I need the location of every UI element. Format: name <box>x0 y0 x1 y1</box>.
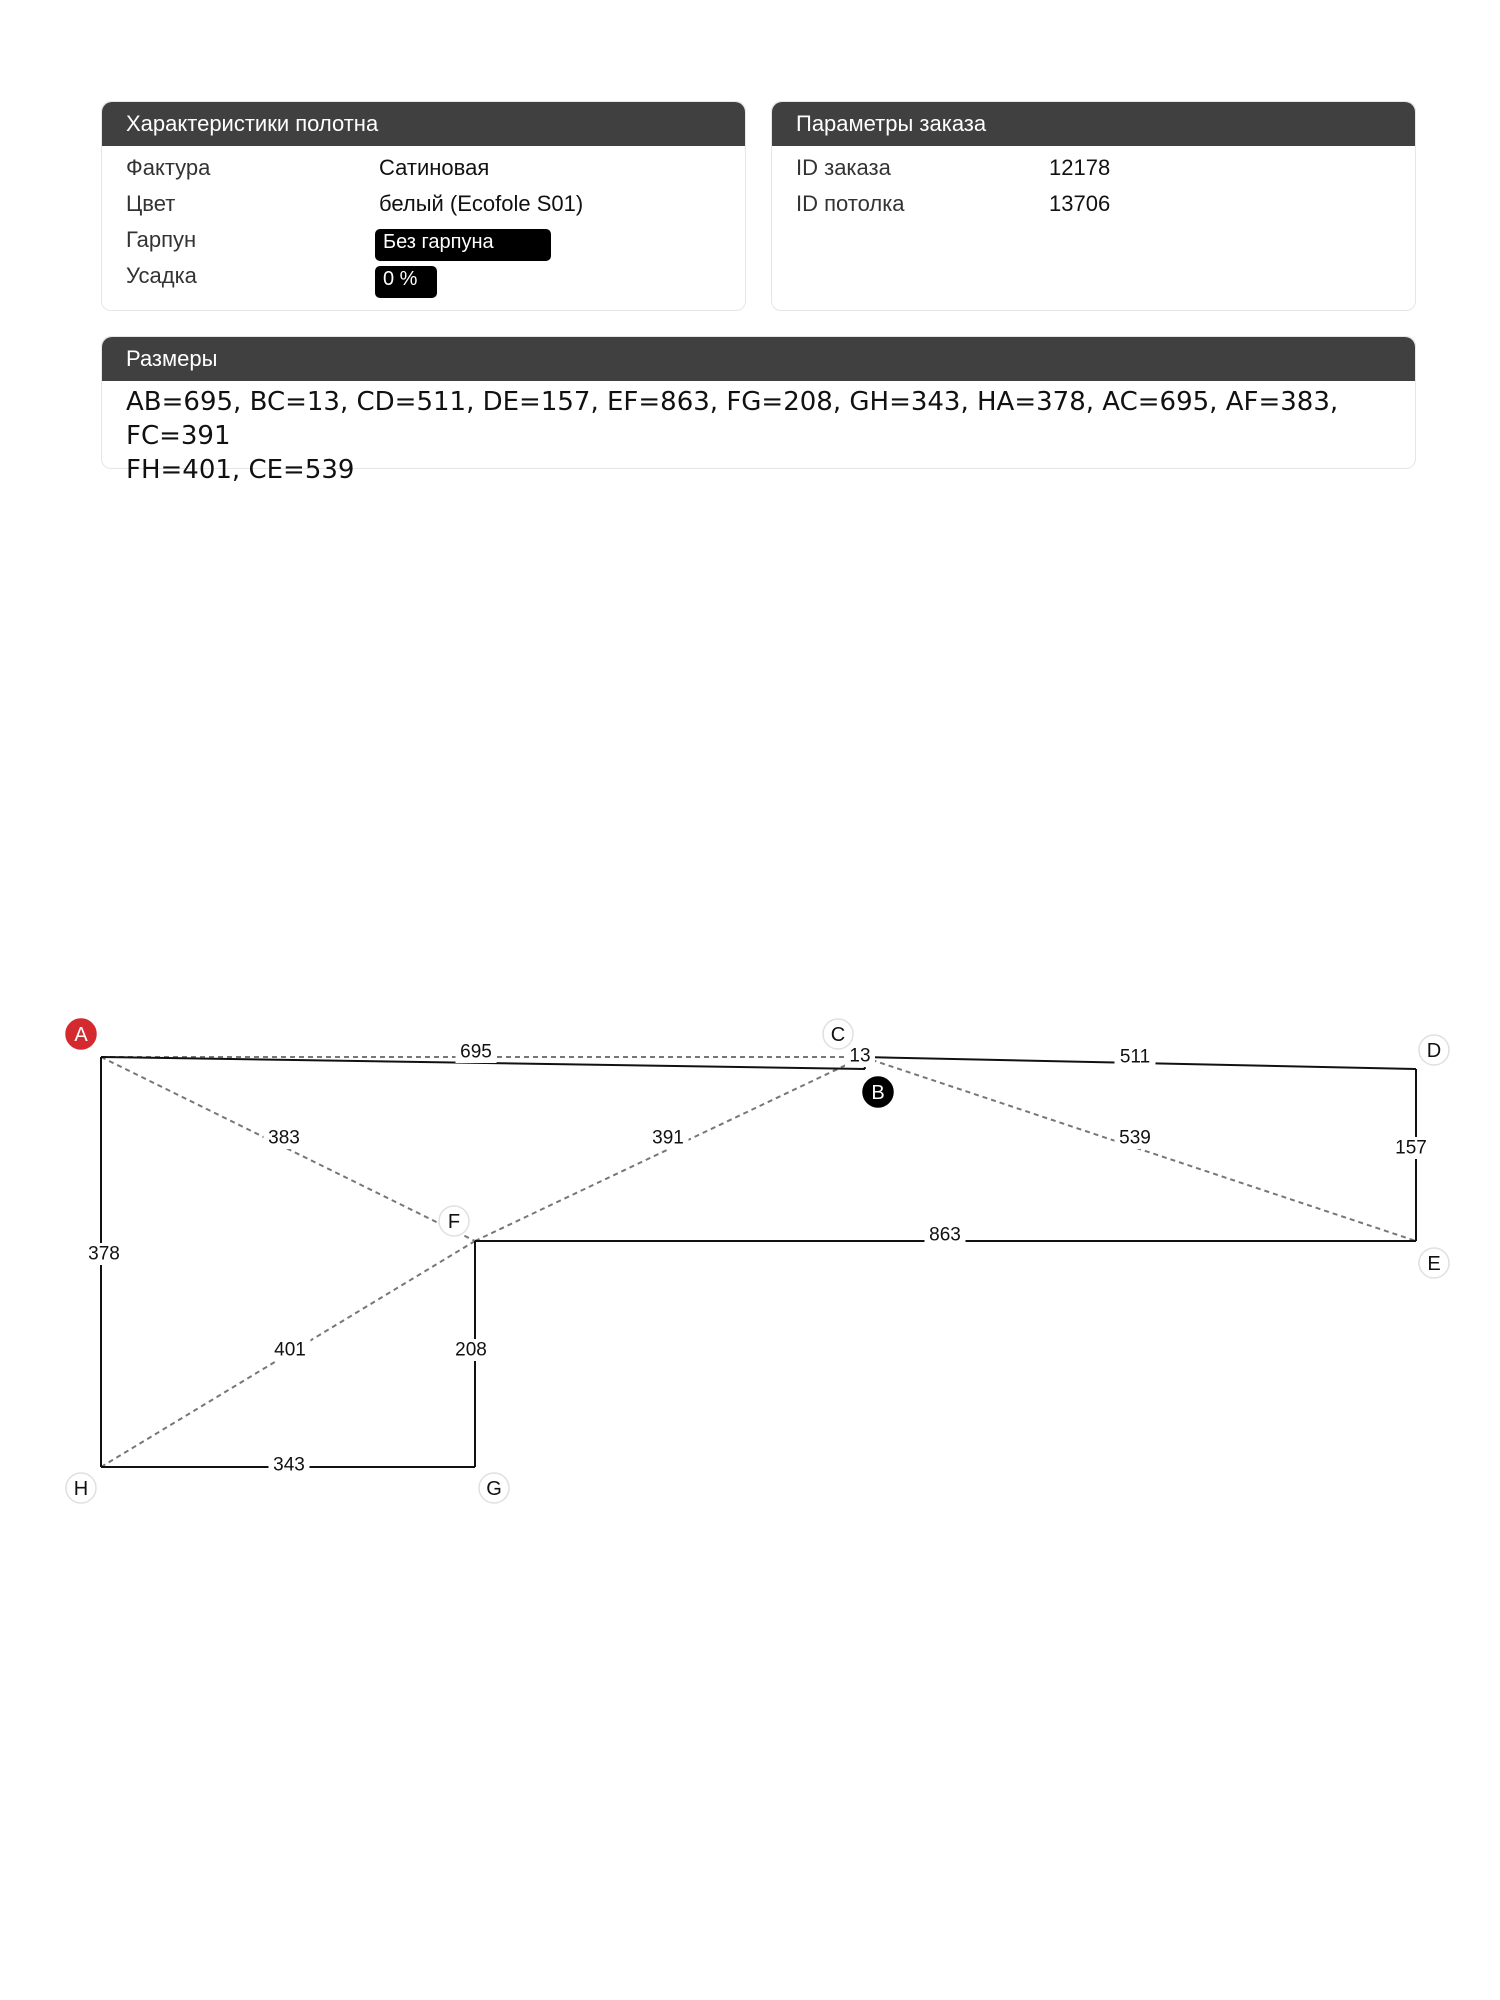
side-ha-length-label: 378 <box>88 1243 120 1265</box>
color-value: белый (Ecofole S01) <box>379 191 584 216</box>
harpoon-label: Гарпун <box>126 227 197 252</box>
canvas-characteristics-panel <box>101 101 746 311</box>
order-parameters-panel <box>771 101 1416 311</box>
vertex-a-label: A <box>74 1024 88 1046</box>
order-parameters-title: Параметры заказа <box>772 102 1415 146</box>
side-ef-length-label: 863 <box>929 1224 961 1246</box>
shrinkage-badge: 0 % <box>375 266 437 298</box>
harpoon-badge: Без гарпуна <box>375 229 551 261</box>
vertex-b-label: B <box>871 1082 885 1104</box>
vertex-h-label: H <box>73 1478 89 1500</box>
vertices-layer <box>66 1019 1449 1503</box>
ceiling-drawing <box>0 1000 1500 1540</box>
side-cd-length-label: 511 <box>1119 1046 1151 1068</box>
dimensions-line-1: AB=695, BC=13, CD=511, DE=157, EF=863, FG=208, GH=343, HA=378, AC=695, AF=383, FC=391 <box>126 387 1339 451</box>
order-id-label: ID заказа <box>796 155 891 180</box>
side-gh-length-label: 343 <box>273 1454 305 1476</box>
vertex-e-label: E <box>1427 1253 1441 1275</box>
diagonal-ce-length-label: 539 <box>1119 1127 1151 1149</box>
texture-value: Сатиновая <box>379 155 490 180</box>
order-id-value: 12178 <box>1049 155 1111 180</box>
dimensions-list <box>126 385 1396 487</box>
vertex-f-label: F <box>447 1211 461 1233</box>
diagonals-layer <box>101 1057 1416 1467</box>
texture-label: Фактура <box>126 155 211 180</box>
diagonal-af-length-label: 383 <box>268 1127 300 1149</box>
side-fg-length-label: 208 <box>455 1339 487 1361</box>
side-bc-length-label: 13 <box>849 1045 871 1067</box>
diagonal-fc-length-label: 391 <box>652 1127 684 1149</box>
vertex-c-label: C <box>830 1024 846 1046</box>
shrinkage-label: Усадка <box>126 263 197 288</box>
color-label: Цвет <box>126 191 176 216</box>
vertex-d-label: D <box>1426 1040 1442 1062</box>
side-de-length-label: 157 <box>1395 1137 1427 1159</box>
dimensions-title: Размеры <box>102 337 1415 381</box>
vertex-g-label: G <box>486 1478 502 1500</box>
sides-layer <box>101 1057 1416 1467</box>
diagonal-fh-length-label: 401 <box>274 1339 306 1361</box>
ceiling-id-label: ID потолка <box>796 191 905 216</box>
side-ab-length-label: 695 <box>460 1041 492 1063</box>
dimensions-panel <box>101 336 1416 485</box>
dimensions-line-2: FH=401, CE=539 <box>126 455 355 485</box>
ceiling-id-value: 13706 <box>1049 191 1111 216</box>
edge-labels-layer <box>84 1041 1432 1476</box>
canvas-characteristics-title: Характеристики полотна <box>102 102 745 146</box>
